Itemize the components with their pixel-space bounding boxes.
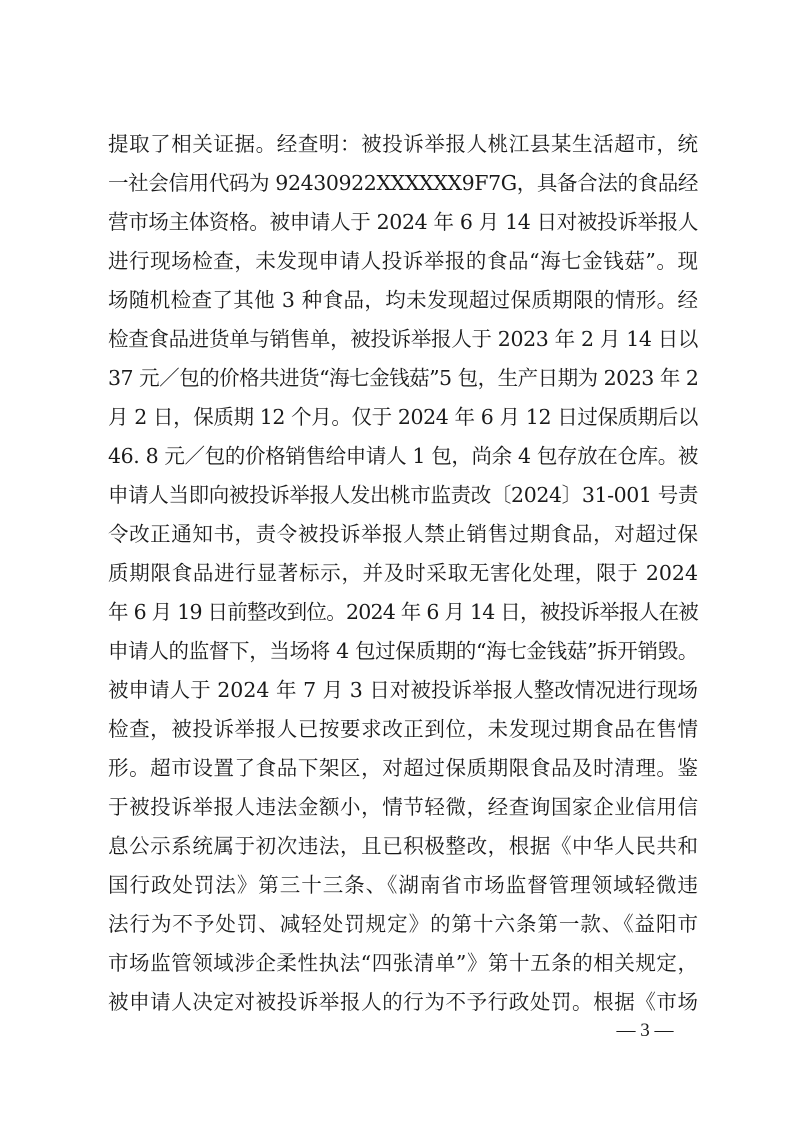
text-line: 46. 8 元／包的价格销售给申请人 1 包，尚余 4 包存放在仓库。被 <box>108 444 698 468</box>
text-line: 提取了相关证据。经查明：被投诉举报人桃江县某生活超市，统 <box>108 132 698 156</box>
text-line: 被申请人于 2024 年 7 月 3 日对被投诉举报人整改情况进行现场 <box>108 678 698 702</box>
text-line: 营市场主体资格。被申请人于 2024 年 6 月 14 日对被投诉举报人 <box>108 210 698 234</box>
text-line: 年 6 月 19 日前整改到位。2024 年 6 月 14 日，被投诉举报人在被 <box>108 600 698 624</box>
text-line: 场随机检查了其他 3 种食品，均未发现超过保质期限的情形。经 <box>108 288 698 312</box>
text-line: 于被投诉举报人违法金额小，情节轻微，经查询国家企业信用信 <box>108 795 698 819</box>
text-line: 申请人当即向被投诉举报人发出桃市监责改〔2024〕31-001 号责 <box>108 483 698 507</box>
text-line: 形。超市设置了食品下架区，对超过保质期限食品及时清理。鉴 <box>108 756 698 780</box>
text-line: 一社会信用代码为 92430922XXXXXX9F7G，具备合法的食品经 <box>108 171 698 195</box>
text-line: 质期限食品进行显著标示，并及时采取无害化处理，限于 2024 <box>108 561 698 585</box>
text-line: 进行现场检查，未发现申请人投诉举报的食品“海七金钱菇”。现 <box>108 249 698 273</box>
text-line: 被申请人决定对被投诉举报人的行为不予行政处罚。根据《市场 <box>108 990 698 1014</box>
body-text <box>108 125 698 1022</box>
page-number: — 3 — <box>616 1020 674 1041</box>
text-line: 法行为不予处罚、减轻处罚规定》的第十六条第一款、《益阳市 <box>108 912 698 936</box>
text-line: 息公示系统属于初次违法，且已积极整改，根据《中华人民共和 <box>108 834 698 858</box>
text-line: 令改正通知书，责令被投诉举报人禁止销售过期食品，对超过保 <box>108 522 698 546</box>
text-line: 申请人的监督下，当场将 4 包过保质期的“海七金钱菇”拆开销毁。 <box>108 639 698 663</box>
text-line: 37 元／包的价格共进货“海七金钱菇”5 包，生产日期为 2023 年 2 <box>108 366 699 390</box>
text-line: 检查食品进货单与销售单，被投诉举报人于 2023 年 2 月 14 日以 <box>108 327 698 351</box>
text-line: 检查，被投诉举报人已按要求改正到位，未发现过期食品在售情 <box>108 717 698 741</box>
text-line: 市场监管领域涉企柔性执法“四张清单”》第十五条的相关规定， <box>108 951 698 975</box>
text-line: 国行政处罚法》第三十三条、《湖南省市场监督管理领域轻微违 <box>108 873 698 897</box>
text-line: 月 2 日，保质期 12 个月。仅于 2024 年 6 月 12 日过保质期后以 <box>108 405 698 429</box>
